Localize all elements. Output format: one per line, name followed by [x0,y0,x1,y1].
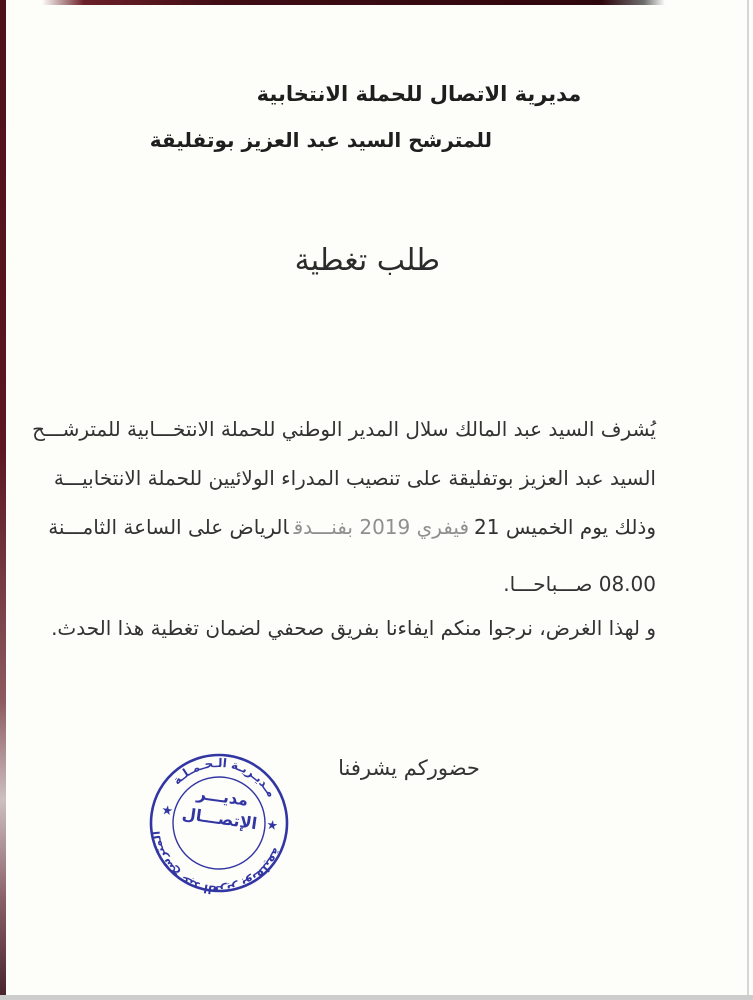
body-line-5: و لهذا الغرض، نرجوا منكم ايفاءنا بفريق صحفي لضمان تغطية هذا الحدث. [51,616,656,640]
stamp-center-line-1: مديـــر [195,783,250,810]
stamp-arc-bottom-text: المترشح عبد العزيز بوتفليقة [148,830,285,898]
stamp-arc-top-text: مـديـريـة الـحـمـلـة [169,755,279,800]
header-line-1: مديرية الاتصال للحملة الانتخابية [256,82,582,106]
scan-edge-bottom [0,995,753,1000]
communication-director-stamp [140,744,298,902]
header-line-2: للمترشح السيد عبد العزيز بوتفليقة [149,128,492,152]
document-title: طلب تغطية [294,243,440,278]
scan-edge-left [0,0,6,1000]
body-line-3 [48,515,656,539]
stamp-star-right-icon: ★ [265,817,279,835]
scan-edge-top [0,0,700,5]
svg-text:المترشح عبد العزيز بوتفليقة [141,828,285,902]
body-line-3-end: الرياض على الساعة الثامـــنة [48,515,289,539]
body-line-2: السيد عبد العزيز بوتفليقة على تنصيب المدراء الولائيين للحملة الانتخابيـــة [53,466,656,490]
body-line-1: يُشرف السيد عبد المالك سلال المدير الوطني للحملة الانتخـــابية للمترشـــح [32,417,656,441]
body-line-4-time: 08.00 صـــباحـــا. [503,572,656,596]
scan-edge-right [747,0,749,1000]
stamp-center-line-2: الإتصـــال [180,803,259,834]
closing-phrase: حضوركم يشرفنا [338,756,480,780]
stamp-star-left-icon: ★ [160,802,174,820]
body-line-3-gray-segment: فيفري 2019 بفنـــدق [293,515,470,539]
body-line-3-date-start: وذلك يوم الخميس 21 [474,515,656,539]
